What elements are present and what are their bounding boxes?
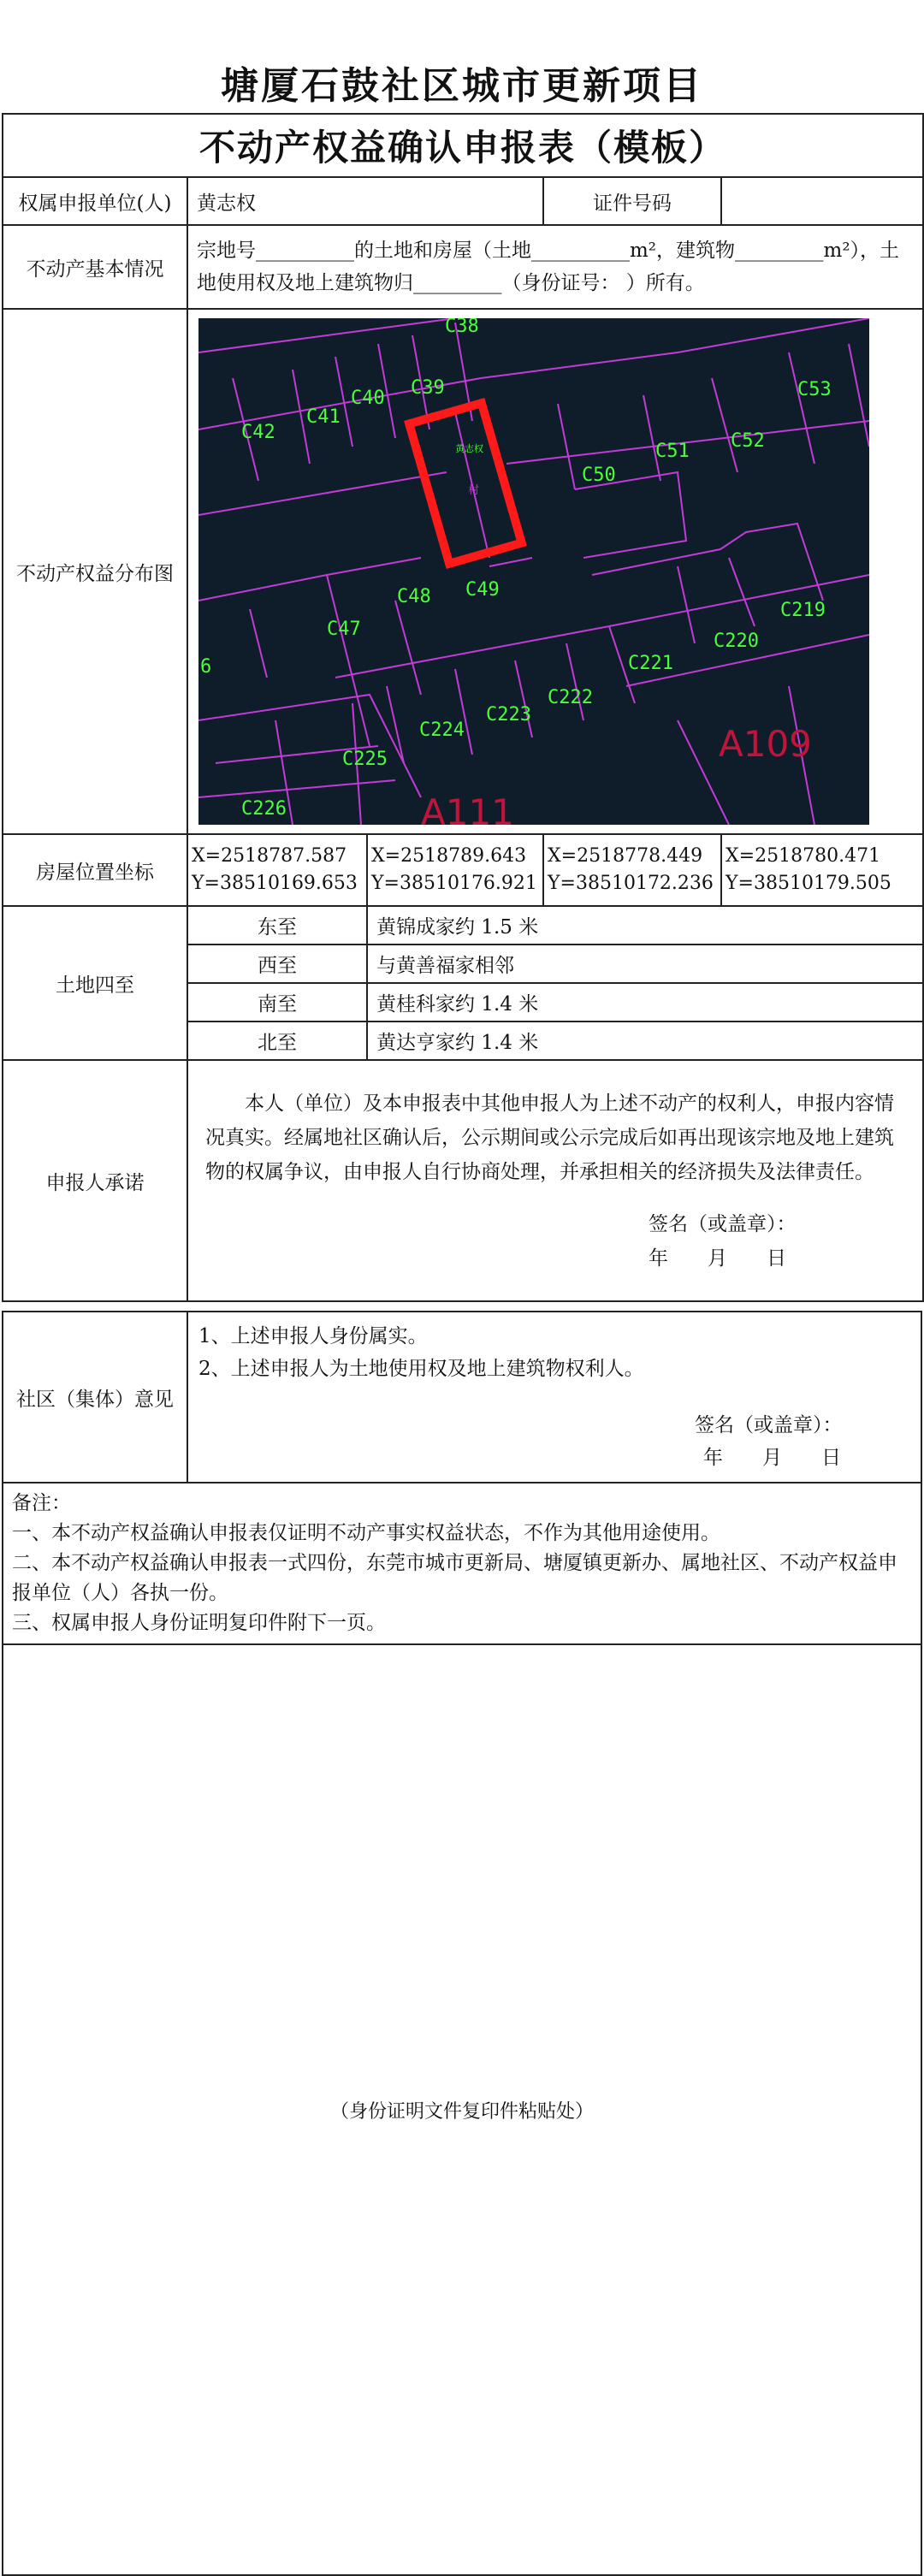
community-label: 社区（集体）意见 [3, 1312, 187, 1483]
coord-point-1 [187, 834, 367, 906]
pledge-sign: 签名（或盖章）： [649, 1213, 797, 1235]
coord-point-4 [721, 834, 923, 906]
parcel-label: C47 [327, 619, 361, 640]
community-sign: 签名（或盖章）： [695, 1414, 843, 1436]
parcel-label: C222 [548, 687, 593, 708]
parcel-label: C41 [306, 406, 341, 428]
basic-info-text [187, 225, 923, 309]
parcel-label: C49 [465, 579, 500, 601]
parcel-label: C225 [342, 749, 388, 770]
zone-label: A109 [719, 723, 812, 765]
parcel-label: C51 [655, 441, 690, 462]
paste-area-label: （身份证明文件复印件粘贴处） [329, 2100, 594, 2123]
pledge-cell [187, 1060, 923, 1301]
form-table [2, 113, 924, 1302]
note-1: 一、本不动产权益确认申报表仅证明不动产事实权益状态，不作为其他用途使用。 [12, 1522, 720, 1544]
boundary-dir: 南至 [187, 983, 367, 1022]
parcel-label: C48 [397, 586, 431, 607]
note-3: 三、权属申报人身份证明复印件附下一页。 [12, 1612, 386, 1634]
parcel-label: C219 [780, 600, 826, 621]
community-date: 年 月 日 [703, 1447, 841, 1469]
project-title: 塘厦石鼓社区城市更新项目 [221, 64, 703, 108]
owner-tag-2: 村 [468, 484, 480, 497]
boundary-desc: 与黄善福家相邻 [367, 945, 923, 983]
community-line1: 1、上述申报人身份属实。 [198, 1325, 428, 1347]
parcel-label: C220 [714, 631, 759, 652]
coord-y: Y=38510172.236 [548, 873, 714, 894]
form-title: 不动产权益确认申报表（模板） [3, 114, 923, 177]
note-2: 二、本不动产权益确认申报表一式四份，东莞市城市更新局、塘厦镇更新办、属地社区、不动产权益申报单位（人）各执一份。 [12, 1552, 897, 1604]
applicant-label: 权属申报单位(人) [3, 177, 187, 225]
coord-y: Y=38510176.921 [371, 873, 537, 894]
community-cell [187, 1312, 921, 1483]
boundary-dir: 北至 [187, 1022, 367, 1060]
coord-point-2 [367, 834, 543, 906]
pledge-text: 本人（单位）及本申报表中其他申报人为上述不动产的权利人，申报内容情况真实。经属地社区确认后，公示期间或公示完成后如再出现该宗地及地上建筑物的权属争议，由申报人自行协商处理，并承担相关的经济损失及法律责任。 [205, 1093, 894, 1183]
id-paste-area [3, 1644, 921, 2575]
parcel-label: C39 [411, 377, 445, 399]
parcel-label: C50 [582, 465, 616, 486]
notes-cell [3, 1483, 921, 1644]
community-table [2, 1311, 922, 2576]
parcel-label: C40 [351, 388, 385, 409]
applicant-name: 黄志权 [187, 177, 543, 225]
parcel-label: C224 [419, 720, 465, 741]
parcel-label: C38 [445, 318, 479, 337]
parcel-label: C226 [241, 798, 287, 820]
coord-x: X=2518780.471 [726, 845, 881, 867]
map-cell [187, 309, 923, 834]
owner-tag: 黄志权 [455, 443, 483, 454]
coord-y: Y=38510169.653 [192, 873, 358, 894]
parcel-map-svg [198, 318, 869, 825]
parcel-label: 6 [200, 656, 212, 678]
boundary-desc: 黄锦成家约 1.5 米 [367, 906, 923, 945]
coord-x: X=2518789.643 [371, 845, 527, 867]
parcel-label: C52 [731, 430, 765, 452]
boundary-desc: 黄桂科家约 1.4 米 [367, 983, 923, 1022]
notes-heading: 备注： [12, 1492, 71, 1514]
basic-info-line1: 宗地号__________的土地和房屋（土地__________m²，建筑物_________m²），土 [197, 240, 900, 262]
community-line2: 2、上述申报人为土地使用权及地上建筑物权利人。 [198, 1358, 644, 1380]
coord-point-3 [543, 834, 721, 906]
boundary-desc: 黄达亨家约 1.4 米 [367, 1022, 923, 1060]
parcel-map [198, 318, 869, 825]
zone-label: A111 [421, 791, 514, 825]
parcel-label: C221 [628, 653, 673, 674]
parcel-label: C223 [486, 704, 531, 725]
boundary-dir: 西至 [187, 945, 367, 983]
coord-x: X=2518787.587 [192, 845, 347, 867]
parcel-label: C53 [797, 379, 832, 400]
coord-x: X=2518778.449 [548, 845, 703, 867]
basic-info-label: 不动产基本情况 [3, 225, 187, 309]
id-number-value [721, 177, 923, 225]
pledge-label: 申报人承诺 [3, 1060, 187, 1301]
id-number-label: 证件号码 [543, 177, 721, 225]
coord-y: Y=38510179.505 [726, 873, 891, 894]
basic-info-line2: 地使用权及地上建筑物归_________（身份证号： ）所有。 [197, 272, 705, 294]
map-label: 不动产权益分布图 [3, 309, 187, 834]
coords-label: 房屋位置坐标 [3, 834, 187, 906]
pledge-date: 年 月 日 [649, 1247, 786, 1270]
boundary-dir: 东至 [187, 906, 367, 945]
parcel-label: C42 [241, 422, 275, 443]
boundaries-label: 土地四至 [3, 906, 187, 1060]
